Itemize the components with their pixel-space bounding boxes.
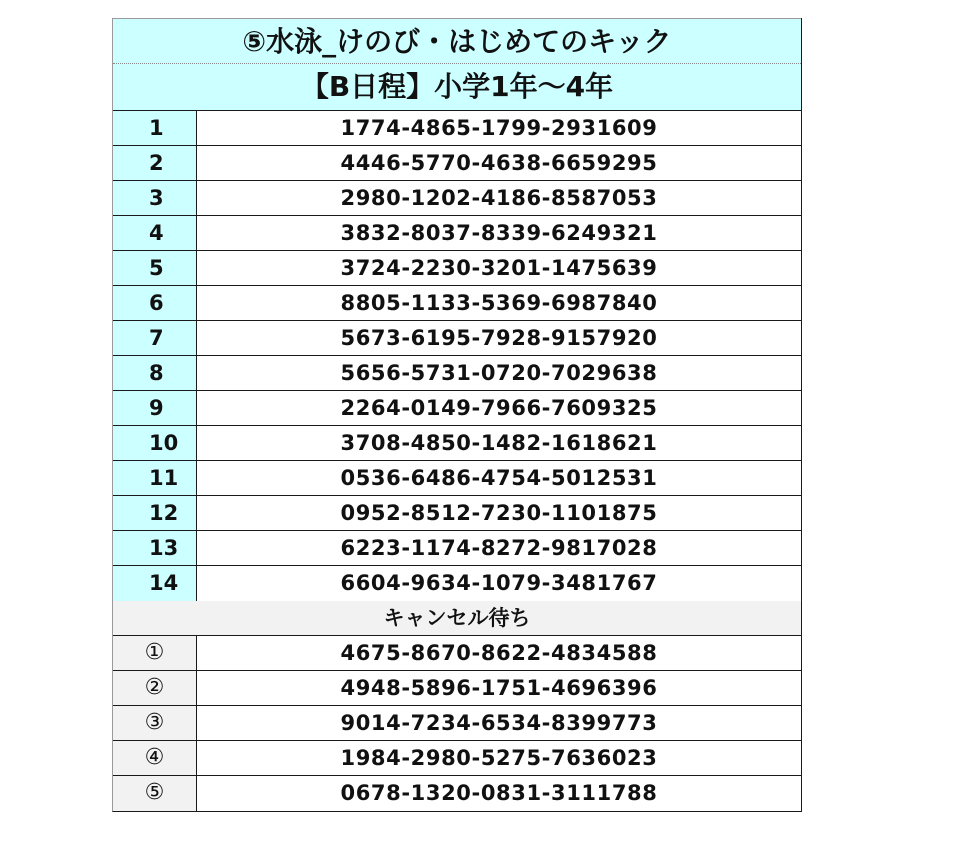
waitlist-code: 4948-5896-1751-4696396 [340, 676, 658, 700]
waitlist-code: 4675-8670-8622-4834588 [340, 641, 658, 665]
row-code: 0952-8512-7230-1101875 [340, 501, 658, 525]
row-number: 8 [113, 356, 197, 390]
row-number: 11 [113, 461, 197, 495]
row-number: 13 [113, 531, 197, 565]
table-row [113, 146, 801, 181]
waitlist-number: ③ [113, 706, 197, 740]
table-row [113, 391, 801, 426]
waitlist [113, 636, 801, 811]
table-row [113, 356, 801, 391]
table-subtitle: 【B日程】小学1年～4年 [113, 64, 801, 111]
row-code: 2264-0149-7966-7609325 [340, 396, 658, 420]
table-title: ⑤水泳_けのび・はじめてのキック [113, 18, 801, 64]
row-number: 10 [113, 426, 197, 460]
row-number: 2 [113, 146, 197, 180]
row-number: 1 [113, 111, 197, 145]
waitlist-number: ② [113, 671, 197, 705]
table-row [113, 531, 801, 566]
row-code: 5656-5731-0720-7029638 [340, 361, 658, 385]
table-row [113, 426, 801, 461]
waitlist-code: 9014-7234-6534-8399773 [340, 711, 658, 735]
row-number: 7 [113, 321, 197, 355]
row-number: 12 [113, 496, 197, 530]
row-code: 5673-6195-7928-9157920 [340, 326, 658, 350]
row-code: 3724-2230-3201-1475639 [340, 256, 658, 280]
cancel-waitlist-header: キャンセル待ち [113, 601, 801, 636]
table-row [113, 181, 801, 216]
row-number: 4 [113, 216, 197, 250]
waitlist-row [113, 776, 801, 811]
waitlist-row [113, 671, 801, 706]
row-code: 3708-4850-1482-1618621 [340, 431, 658, 455]
table-row [113, 111, 801, 146]
schedule-table [112, 18, 802, 812]
waitlist-code: 1984-2980-5275-7636023 [340, 746, 658, 770]
row-code: 3832-8037-8339-6249321 [340, 221, 658, 245]
row-number: 6 [113, 286, 197, 320]
table-row [113, 251, 801, 286]
row-number: 5 [113, 251, 197, 285]
waitlist-code: 0678-1320-0831-3111788 [340, 781, 658, 805]
row-number: 3 [113, 181, 197, 215]
row-code: 0536-6486-4754-5012531 [340, 466, 658, 490]
waitlist-number: ① [113, 636, 197, 670]
row-code: 6223-1174-8272-9817028 [340, 536, 658, 560]
waitlist-number: ⑤ [113, 776, 197, 811]
table-row [113, 321, 801, 356]
row-code: 2980-1202-4186-8587053 [340, 186, 658, 210]
waitlist-row [113, 636, 801, 671]
waitlist-number: ④ [113, 741, 197, 775]
row-code: 1774-4865-1799-2931609 [340, 116, 658, 140]
row-number: 9 [113, 391, 197, 425]
row-code: 4446-5770-4638-6659295 [340, 151, 658, 175]
waitlist-row [113, 706, 801, 741]
table-row [113, 461, 801, 496]
row-code: 6604-9634-1079-3481767 [340, 571, 658, 595]
table-row [113, 496, 801, 531]
row-number: 14 [113, 566, 197, 601]
waitlist-row [113, 741, 801, 776]
table-row [113, 286, 801, 321]
table-row [113, 216, 801, 251]
entry-list [113, 111, 801, 601]
table-row [113, 566, 801, 601]
row-code: 8805-1133-5369-6987840 [340, 291, 658, 315]
